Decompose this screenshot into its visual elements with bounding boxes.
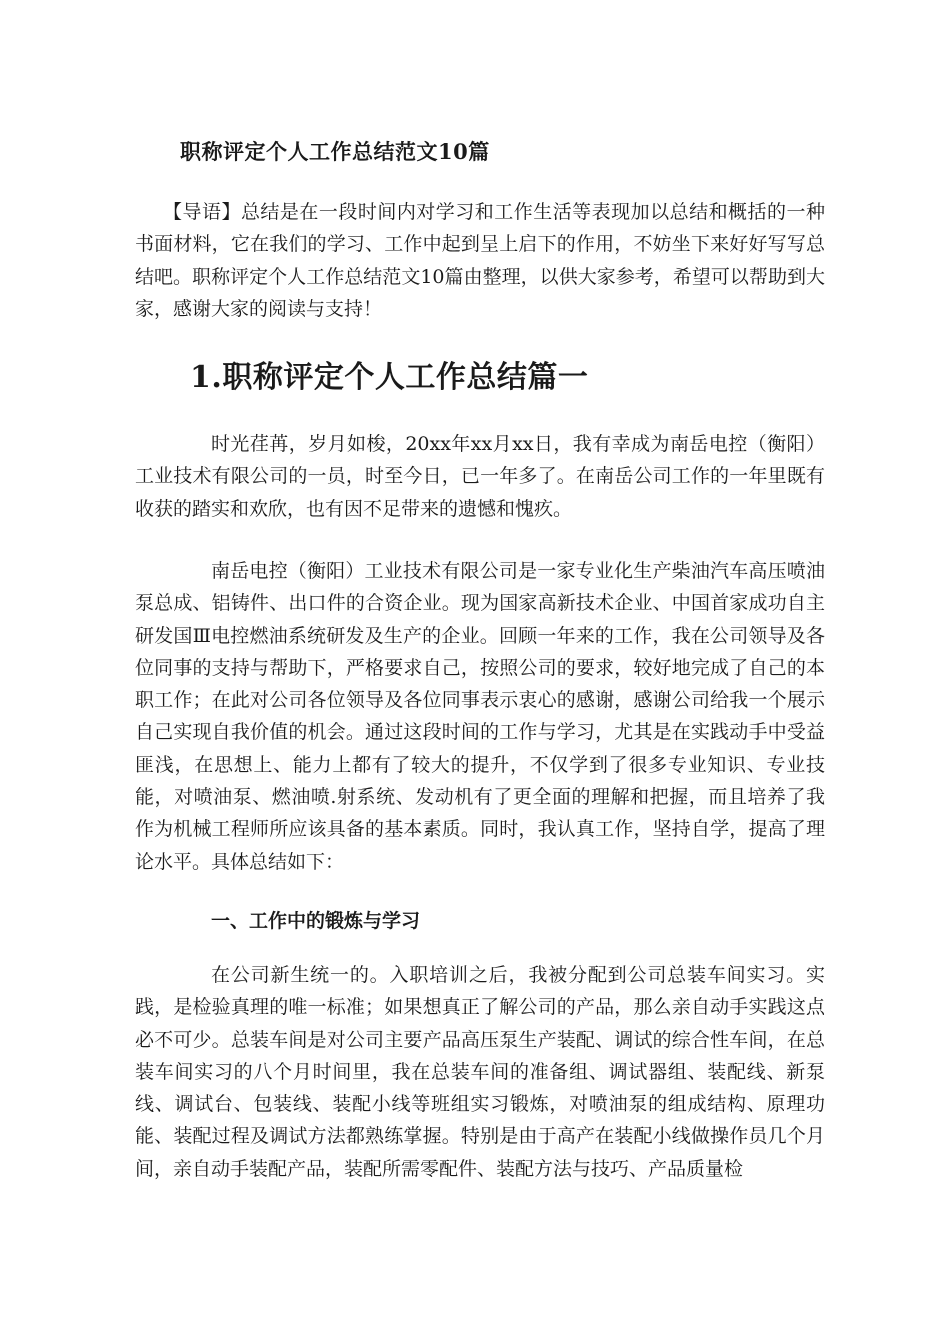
sub-heading: 一、工作中的锻炼与学习	[211, 910, 421, 932]
intro-paragraph: 【导语】总结是在一段时间内对学习和工作生活等表现加以总结和概括的一种书面材料，它在我们的学习、工作中起到呈上启下的作用，不妨坐下来好好写写总结吧。职称评定个人工作总结范文10篇由整理，以供大家参考，希望可以帮助到大家，感谢大家的阅读与支持！	[135, 201, 825, 320]
document-title: 职称评定个人工作总结范文10篇	[180, 139, 490, 164]
section-heading: 1.职称评定个人工作总结篇一	[190, 360, 589, 395]
body-paragraph-3: 在公司新生统一的。入职培训之后，我被分配到公司总装车间实习。实践，是检验真理的唯一标准；如果想真正了解公司的产品，那么亲自动手实践这点必不可少。总装车间是对公司主要产品高压泵生产装配、调试的综合性车间，在总装车间实习的八个月时间里，我在总装车间的准备组、调试器组、装配线、新泵线、调试台、包装线、装配小线等班组实习锻炼，对喷油泵的组成结构、原理功能、装配过程及调试方法都熟练掌握。特别是由于高产在装配小线做操作员几个月间，亲自动手装配产品，装配所需零配件、装配方法与技巧、产品质量检	[135, 964, 825, 1180]
body-paragraph-1: 时光荏苒，岁月如梭，20xx年xx月xx日，我有幸成为南岳电控（衡阳）工业技术有限公司的一员，时至今日，已一年多了。在南岳公司工作的一年里既有收获的踏实和欢欣，也有因不足带来的遗憾和愧疚。	[135, 433, 825, 520]
body-paragraph-2: 南岳电控（衡阳）工业技术有限公司是一家专业化生产柴油汽车高压喷油泵总成、铝铸件、出口件的合资企业。现为国家高新技术企业、中国首家成功自主研发国Ⅲ电控燃油系统研发及生产的企业。回顾一年来的工作，我在公司领导及各位同事的支持与帮助下，严格要求自己，按照公司的要求，较好地完成了自己的本职工作；在此对公司各位领导及各位同事表示衷心的感谢，感谢公司给我一个展示自己实现自我价值的机会。通过这段时间的工作与学习，尤其是在实践动手中受益匪浅，在思想上、能力上都有了较大的提升，不仅学到了很多专业知识、专业技能，对喷油泵、燃油喷.射系统、发动机有了更全面的理解和把握，而且培养了我作为机械工程师所应该具备的基本素质。同时，我认真工作，坚持自学，提高了理论水平。具体总结如下：	[135, 560, 825, 873]
